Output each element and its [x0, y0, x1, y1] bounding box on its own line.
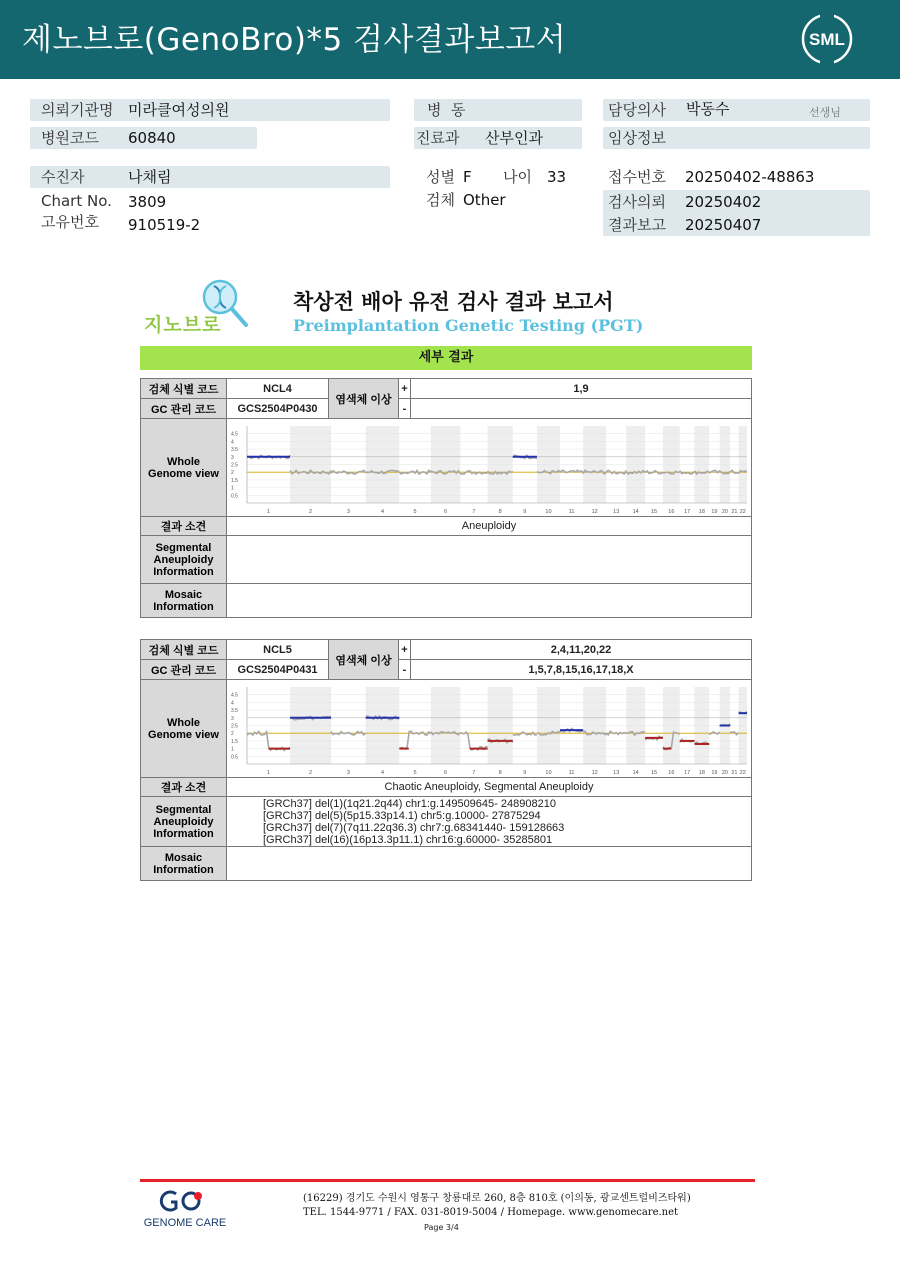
chrom-label: 14	[632, 769, 639, 776]
y-tick-label: 0.5	[231, 753, 238, 760]
hospital-code-label: 병원코드	[41, 129, 99, 147]
specimen-code-label: 검체 식별 코드	[141, 379, 227, 399]
chrom-label: 21	[731, 508, 738, 515]
result-value: Aneuploidy	[227, 517, 752, 536]
chrom-label: 12	[591, 769, 598, 776]
chrom-label: 1	[267, 769, 271, 776]
specimen-code-label: 검체 식별 코드	[141, 640, 227, 660]
chart-value: 3809	[128, 193, 167, 211]
chrom-label: 18	[698, 769, 705, 776]
y-tick-label: 2.5	[231, 723, 238, 729]
y-tick-label: 1	[231, 746, 234, 753]
y-tick-label: 2.5	[231, 462, 238, 468]
age-label: 나이	[503, 168, 532, 186]
sml-logo-text: SML	[809, 30, 845, 49]
sml-logo	[800, 12, 854, 66]
y-tick-label: 1.5	[231, 477, 238, 484]
report-title: 제노브로(GenoBro)*5 검사결과보고서	[22, 22, 567, 58]
whole-genome-label: Whole Genome view	[141, 680, 227, 778]
chrom-label: 19	[711, 769, 718, 776]
segmental-label: Segmental Aneuploidy Information	[141, 536, 227, 584]
y-tick-label: 1	[231, 485, 234, 492]
mosaic-value	[227, 847, 752, 881]
genome-plot-2	[229, 682, 749, 777]
chrom-label: 6	[443, 508, 448, 515]
gain-value: 2,4,11,20,22	[411, 640, 752, 660]
chrom-label: 7	[472, 508, 476, 515]
gain-sign: +	[399, 640, 411, 660]
loss-value: 1,5,7,8,15,16,17,18,X	[411, 660, 752, 680]
address-line: (16229) 경기도 수원시 영통구 창룡대로 260, 8층 810호 (이의동, 광교센트럴비즈타워)	[303, 1193, 691, 1204]
chrom-label: 17	[684, 508, 691, 515]
chrom-label: 22	[739, 508, 746, 515]
result-label: 결과 소견	[141, 517, 227, 536]
y-tick-label: 1.5	[231, 738, 238, 745]
chrom-label: 8	[498, 508, 502, 515]
gc-code-value: GCS2504P0431	[227, 660, 329, 680]
chrom-label: 9	[523, 769, 527, 776]
doctor-value: 박동수	[686, 100, 730, 118]
y-tick-label: 3.5	[231, 446, 238, 453]
specimen-value: Other	[463, 191, 506, 209]
y-tick-label: 3.5	[231, 707, 238, 714]
segmental-value	[227, 797, 752, 847]
chrom-label: 14	[632, 508, 639, 515]
footer-divider	[140, 1179, 755, 1182]
y-tick-label: 4.5	[231, 431, 238, 438]
chrom-label: 19	[711, 508, 718, 515]
segmental-line: [GRCh37] del(5)(5p15.33p14.1) chr5:g.10000- 27875294	[263, 810, 541, 822]
gc-code-label: GC 관리 코드	[141, 660, 227, 680]
request-label: 검사의뢰	[608, 193, 666, 211]
receipt-value: 20250402-48863	[685, 168, 815, 186]
chrom-abnormal-label: 염색체 이상	[329, 640, 399, 680]
chrom-label: 12	[591, 508, 598, 515]
result-value: Chaotic Aneuploidy, Segmental Aneuploidy	[227, 778, 752, 797]
chart-label: Chart No.	[41, 192, 112, 210]
contact-line: TEL. 1544-9771 / FAX. 031-8019-5004 / Homepage. www.genomecare.net	[303, 1207, 679, 1218]
request-value: 20250402	[685, 193, 762, 211]
pgt-title: 착상전 배아 유전 검사 결과 보고서	[293, 290, 614, 314]
id-value: 910519-2	[128, 216, 201, 234]
segmental-line: [GRCh37] del(7)(7q11.22q36.3) chr7:g.68341440- 159128663	[263, 822, 565, 834]
chrom-label: 5	[413, 769, 417, 776]
mosaic-value	[227, 584, 752, 618]
loss-sign: -	[399, 660, 411, 680]
y-tick-label: 0.5	[231, 492, 238, 499]
detail-header: 세부 결과	[140, 346, 752, 370]
specimen-label: 검체	[426, 191, 455, 209]
chrom-label: 10	[545, 508, 552, 515]
chrom-label: 20	[721, 769, 729, 776]
chrom-label: 7	[472, 769, 476, 776]
sex-value: F	[463, 168, 472, 186]
footer-address	[303, 1192, 691, 1220]
chrom-label: 4	[380, 508, 385, 515]
chrom-label: 20	[721, 508, 729, 515]
whole-genome-label: Whole Genome view	[141, 419, 227, 517]
receipt-label: 접수번호	[608, 168, 666, 186]
id-label: 고유번호	[41, 213, 99, 231]
whole-genome-cell	[227, 419, 752, 517]
report-label: 결과보고	[608, 216, 666, 234]
y-tick-label: 3	[231, 454, 234, 461]
chrom-label: 4	[380, 769, 385, 776]
chrom-label: 8	[498, 769, 502, 776]
clinical-label: 임상정보	[608, 129, 666, 147]
gc-code-value: GCS2504P0430	[227, 399, 329, 419]
header-bar	[0, 0, 900, 79]
specimen-code-value: NCL5	[227, 640, 329, 660]
chrom-label: 2	[309, 508, 313, 515]
mosaic-label: Mosaic Information	[141, 584, 227, 618]
chrom-label: 22	[739, 769, 746, 776]
page-number: Page 3/4	[424, 1223, 459, 1232]
chrom-label: 13	[613, 769, 620, 776]
department-value: 산부인과	[485, 129, 543, 147]
segmental-line: [GRCh37] del(16)(16p13.3p11.1) chr16:g.60000- 35285801	[263, 834, 553, 846]
patient-value: 나채림	[128, 168, 172, 186]
chrom-label: 11	[568, 508, 575, 515]
doctor-label: 담당의사	[608, 101, 666, 119]
chrom-label: 3	[346, 508, 350, 515]
gc-code-label: GC 관리 코드	[141, 399, 227, 419]
y-tick-label: 4.5	[231, 692, 238, 699]
chrom-label: 16	[668, 508, 675, 515]
result-label: 결과 소견	[141, 778, 227, 797]
sample-table-1	[140, 378, 752, 618]
chrom-label: 15	[650, 769, 658, 776]
segmental-line: [GRCh37] del(1)(1q21.2q44) chr1:g.149509645- 248908210	[263, 798, 556, 810]
genome-plot-1	[229, 421, 749, 516]
hospital-code-value: 60840	[128, 129, 176, 147]
segmental-value	[227, 536, 752, 584]
genome-care-text: GENOME CARE	[143, 1217, 227, 1229]
gain-value: 1,9	[411, 379, 752, 399]
department-label: 진료과	[416, 129, 460, 147]
chrom-label: 17	[684, 769, 691, 776]
chrom-label: 18	[698, 508, 705, 515]
chrom-label: 1	[267, 508, 271, 515]
chrom-label: 15	[650, 508, 658, 515]
report-value: 20250407	[685, 216, 762, 234]
y-tick-label: 4	[231, 699, 234, 706]
sample-table-2	[140, 639, 752, 881]
whole-genome-cell	[227, 680, 752, 778]
gain-sign: +	[399, 379, 411, 399]
chrom-label: 16	[668, 769, 675, 776]
y-tick-label: 2	[231, 469, 234, 476]
chrom-label: 9	[523, 508, 527, 515]
mosaic-label: Mosaic Information	[141, 847, 227, 881]
institution-label: 의뢰기관명	[41, 101, 114, 119]
sex-label: 성별	[426, 168, 455, 186]
chrom-label: 2	[309, 769, 313, 776]
genobro-logo-text: 지노브로	[144, 314, 222, 336]
loss-value	[411, 399, 752, 419]
patient-label: 수진자	[41, 168, 85, 186]
chrom-label: 3	[346, 769, 350, 776]
chrom-label: 10	[545, 769, 552, 776]
specimen-code-value: NCL4	[227, 379, 329, 399]
chrom-label: 5	[413, 508, 417, 515]
genobro-logo	[142, 277, 254, 337]
age-value: 33	[547, 168, 567, 186]
pgt-subtitle: Preimplantation Genetic Testing (PGT)	[293, 316, 644, 335]
chrom-label: 13	[613, 508, 620, 515]
genome-care-logo	[138, 1188, 233, 1230]
institution-value: 미라클여성의원	[128, 101, 230, 119]
loss-sign: -	[399, 399, 411, 419]
segmental-label: Segmental Aneuploidy Information	[141, 797, 227, 847]
chrom-label: 21	[731, 769, 738, 776]
ward-label: 병 동	[427, 101, 466, 119]
chrom-label: 6	[443, 769, 448, 776]
y-tick-label: 3	[231, 715, 234, 722]
doctor-suffix: 선생님	[809, 106, 841, 119]
y-tick-label: 2	[231, 730, 234, 737]
chrom-label: 11	[568, 769, 575, 776]
chrom-abnormal-label: 염색체 이상	[329, 379, 399, 419]
y-tick-label: 4	[231, 438, 234, 445]
